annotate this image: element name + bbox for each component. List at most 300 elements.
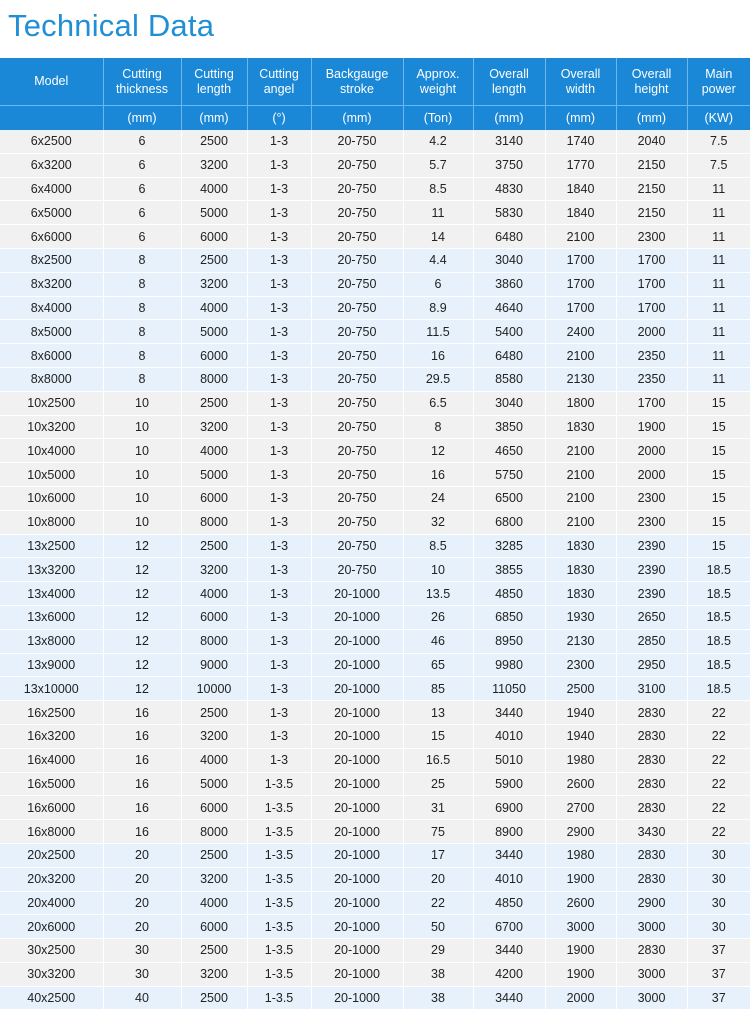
table-row <box>0 867 750 891</box>
table-cell: 10000 <box>181 677 247 701</box>
table-cell: 3285 <box>473 534 545 558</box>
technical-data-table <box>0 58 750 1010</box>
table-cell: 1-3 <box>247 415 311 439</box>
table-cell: 2000 <box>616 320 687 344</box>
table-cell: 3430 <box>616 820 687 844</box>
table-cell: 20-1000 <box>311 820 403 844</box>
table-cell: 10 <box>103 439 181 463</box>
table-cell: 3000 <box>545 915 616 939</box>
table-cell: 20-1000 <box>311 915 403 939</box>
table-cell: 11 <box>687 177 750 201</box>
table-cell: 4650 <box>473 439 545 463</box>
table-cell: 20 <box>403 867 473 891</box>
table-cell: 20-750 <box>311 439 403 463</box>
table-cell: 13 <box>403 701 473 725</box>
table-cell: 8580 <box>473 367 545 391</box>
model-cell: 16x6000 <box>0 796 103 820</box>
table-cell: 30 <box>103 962 181 986</box>
table-cell: 15 <box>687 415 750 439</box>
table-cell: 5010 <box>473 748 545 772</box>
table-cell: 1840 <box>545 201 616 225</box>
table-cell: 6000 <box>181 486 247 510</box>
table-cell: 20-750 <box>311 391 403 415</box>
table-cell: 6 <box>403 272 473 296</box>
table-cell: 20-750 <box>311 248 403 272</box>
table-cell: 16 <box>403 344 473 368</box>
table-cell: 12 <box>103 558 181 582</box>
table-cell: 20-750 <box>311 272 403 296</box>
table-cell: 6480 <box>473 344 545 368</box>
table-cell: 20-1000 <box>311 772 403 796</box>
model-cell: 10x6000 <box>0 486 103 510</box>
header-cell: Cutting length <box>181 58 247 106</box>
table-cell: 22 <box>687 748 750 772</box>
table-cell: 20-750 <box>311 130 403 153</box>
table-cell: 6500 <box>473 486 545 510</box>
table-cell: 22 <box>687 796 750 820</box>
table-cell: 1-3 <box>247 344 311 368</box>
table-row <box>0 582 750 606</box>
table-cell: 18.5 <box>687 629 750 653</box>
table-cell: 1-3 <box>247 439 311 463</box>
table-cell: 3140 <box>473 130 545 153</box>
table-cell: 11050 <box>473 677 545 701</box>
table-cell: 20 <box>103 915 181 939</box>
table-cell: 2100 <box>545 225 616 249</box>
table-cell: 2900 <box>616 891 687 915</box>
table-cell: 18.5 <box>687 582 750 606</box>
table-cell: 2300 <box>545 653 616 677</box>
model-cell: 16x4000 <box>0 748 103 772</box>
model-cell: 10x5000 <box>0 463 103 487</box>
table-cell: 2100 <box>545 486 616 510</box>
table-cell: 20-1000 <box>311 653 403 677</box>
table-cell: 1-3 <box>247 510 311 534</box>
table-cell: 1900 <box>545 867 616 891</box>
table-cell: 32 <box>403 510 473 534</box>
table-cell: 1-3 <box>247 463 311 487</box>
table-cell: 15 <box>687 463 750 487</box>
table-row <box>0 772 750 796</box>
table-cell: 17 <box>403 843 473 867</box>
unit-cell: (mm) <box>473 106 545 131</box>
table-cell: 2700 <box>545 796 616 820</box>
table-cell: 3200 <box>181 724 247 748</box>
table-cell: 4000 <box>181 748 247 772</box>
table-cell: 11 <box>687 201 750 225</box>
header-cell: Cutting thickness <box>103 58 181 106</box>
table-cell: 26 <box>403 605 473 629</box>
table-cell: 20-1000 <box>311 891 403 915</box>
table-row <box>0 439 750 463</box>
table-cell: 3200 <box>181 867 247 891</box>
table-cell: 3100 <box>616 677 687 701</box>
table-cell: 2100 <box>545 439 616 463</box>
table-row <box>0 248 750 272</box>
table-cell: 18.5 <box>687 677 750 701</box>
table-cell: 12 <box>403 439 473 463</box>
table-cell: 20-1000 <box>311 582 403 606</box>
table-cell: 38 <box>403 962 473 986</box>
unit-cell: (Ton) <box>403 106 473 131</box>
table-cell: 11 <box>687 344 750 368</box>
table-cell: 2500 <box>181 534 247 558</box>
table-cell: 30 <box>687 843 750 867</box>
table-cell: 20-1000 <box>311 867 403 891</box>
table-cell: 1830 <box>545 534 616 558</box>
model-cell: 20x3200 <box>0 867 103 891</box>
table-row <box>0 677 750 701</box>
table-cell: 2040 <box>616 130 687 153</box>
table-cell: 2000 <box>616 463 687 487</box>
table-cell: 30 <box>687 915 750 939</box>
table-cell: 29 <box>403 939 473 963</box>
table-cell: 20-1000 <box>311 677 403 701</box>
table-cell: 20-1000 <box>311 724 403 748</box>
table-cell: 1-3 <box>247 629 311 653</box>
table-cell: 20 <box>103 843 181 867</box>
model-cell: 13x9000 <box>0 653 103 677</box>
table-cell: 30 <box>687 891 750 915</box>
table-cell: 1940 <box>545 701 616 725</box>
table-cell: 20-1000 <box>311 796 403 820</box>
table-cell: 13.5 <box>403 582 473 606</box>
table-cell: 11 <box>687 367 750 391</box>
table-cell: 3860 <box>473 272 545 296</box>
header-cell: Overall height <box>616 58 687 106</box>
table-cell: 20-750 <box>311 177 403 201</box>
table-cell: 20-750 <box>311 510 403 534</box>
table-cell: 16 <box>103 772 181 796</box>
table-row <box>0 463 750 487</box>
model-cell: 6x4000 <box>0 177 103 201</box>
table-row <box>0 320 750 344</box>
table-cell: 12 <box>103 582 181 606</box>
table-row <box>0 510 750 534</box>
header-cell: Main power <box>687 58 750 106</box>
model-cell: 10x4000 <box>0 439 103 463</box>
table-cell: 4010 <box>473 867 545 891</box>
model-cell: 8x5000 <box>0 320 103 344</box>
table-cell: 11 <box>687 296 750 320</box>
table-cell: 8000 <box>181 367 247 391</box>
model-cell: 8x3200 <box>0 272 103 296</box>
table-cell: 20-1000 <box>311 701 403 725</box>
table-cell: 5000 <box>181 463 247 487</box>
table-cell: 10 <box>103 415 181 439</box>
table-cell: 2830 <box>616 867 687 891</box>
table-cell: 20-1000 <box>311 605 403 629</box>
table-cell: 1700 <box>616 391 687 415</box>
table-cell: 2650 <box>616 605 687 629</box>
table-cell: 31 <box>403 796 473 820</box>
table-cell: 1740 <box>545 130 616 153</box>
table-cell: 2150 <box>616 177 687 201</box>
table-cell: 12 <box>103 677 181 701</box>
table-row <box>0 153 750 177</box>
table-cell: 2830 <box>616 843 687 867</box>
table-cell: 2000 <box>545 986 616 1010</box>
table-cell: 20 <box>103 867 181 891</box>
table-cell: 1-3 <box>247 153 311 177</box>
table-cell: 2500 <box>181 130 247 153</box>
table-cell: 8 <box>103 320 181 344</box>
table-cell: 3855 <box>473 558 545 582</box>
model-cell: 16x8000 <box>0 820 103 844</box>
table-cell: 1-3 <box>247 225 311 249</box>
table-cell: 11 <box>403 201 473 225</box>
table-cell: 1-3 <box>247 724 311 748</box>
model-cell: 13x2500 <box>0 534 103 558</box>
table-row <box>0 915 750 939</box>
table-cell: 6 <box>103 225 181 249</box>
table-cell: 8.9 <box>403 296 473 320</box>
table-cell: 2500 <box>181 986 247 1010</box>
table-cell: 11 <box>687 248 750 272</box>
table-cell: 1930 <box>545 605 616 629</box>
table-cell: 1900 <box>545 962 616 986</box>
table-cell: 1-3.5 <box>247 867 311 891</box>
table-cell: 1700 <box>616 272 687 296</box>
model-cell: 13x4000 <box>0 582 103 606</box>
table-cell: 1980 <box>545 843 616 867</box>
table-cell: 3440 <box>473 701 545 725</box>
table-cell: 2830 <box>616 796 687 820</box>
table-cell: 11.5 <box>403 320 473 344</box>
table-cell: 22 <box>687 724 750 748</box>
table-cell: 15 <box>403 724 473 748</box>
table-cell: 2500 <box>181 391 247 415</box>
table-cell: 1-3.5 <box>247 891 311 915</box>
table-cell: 1980 <box>545 748 616 772</box>
table-cell: 75 <box>403 820 473 844</box>
table-cell: 3200 <box>181 415 247 439</box>
table-cell: 2300 <box>616 225 687 249</box>
model-cell: 16x2500 <box>0 701 103 725</box>
table-cell: 5900 <box>473 772 545 796</box>
table-cell: 2390 <box>616 534 687 558</box>
model-cell: 13x3200 <box>0 558 103 582</box>
table-cell: 15 <box>687 486 750 510</box>
table-cell: 6000 <box>181 915 247 939</box>
table-cell: 1700 <box>545 272 616 296</box>
table-cell: 5750 <box>473 463 545 487</box>
table-cell: 12 <box>103 605 181 629</box>
table-cell: 2390 <box>616 582 687 606</box>
table-cell: 2130 <box>545 629 616 653</box>
table-row <box>0 272 750 296</box>
table-cell: 1940 <box>545 724 616 748</box>
table-cell: 2600 <box>545 891 616 915</box>
table-cell: 24 <box>403 486 473 510</box>
table-cell: 20-1000 <box>311 962 403 986</box>
table-cell: 1830 <box>545 582 616 606</box>
table-cell: 4010 <box>473 724 545 748</box>
table-cell: 20-1000 <box>311 748 403 772</box>
table-cell: 65 <box>403 653 473 677</box>
table-cell: 30 <box>103 939 181 963</box>
model-cell: 6x5000 <box>0 201 103 225</box>
table-cell: 1700 <box>616 296 687 320</box>
table-cell: 2100 <box>545 510 616 534</box>
table-cell: 20-1000 <box>311 629 403 653</box>
table-row <box>0 629 750 653</box>
table-row <box>0 891 750 915</box>
table-cell: 18.5 <box>687 558 750 582</box>
table-cell: 16 <box>103 796 181 820</box>
table-cell: 16.5 <box>403 748 473 772</box>
table-cell: 5830 <box>473 201 545 225</box>
table-cell: 8950 <box>473 629 545 653</box>
table-cell: 20-750 <box>311 558 403 582</box>
table-cell: 2500 <box>181 843 247 867</box>
table-row <box>0 605 750 629</box>
table-cell: 2400 <box>545 320 616 344</box>
table-cell: 15 <box>687 534 750 558</box>
table-cell: 4000 <box>181 891 247 915</box>
table-row <box>0 701 750 725</box>
table-cell: 9000 <box>181 653 247 677</box>
table-cell: 6 <box>103 153 181 177</box>
table-cell: 2150 <box>616 201 687 225</box>
table-cell: 46 <box>403 629 473 653</box>
table-cell: 8000 <box>181 629 247 653</box>
table-cell: 4.2 <box>403 130 473 153</box>
table-row <box>0 296 750 320</box>
table-row <box>0 486 750 510</box>
table-cell: 3000 <box>616 986 687 1010</box>
table-cell: 5000 <box>181 320 247 344</box>
table-cell: 1-3 <box>247 248 311 272</box>
table-row <box>0 558 750 582</box>
table-cell: 10 <box>103 391 181 415</box>
table-cell: 20-750 <box>311 296 403 320</box>
table-cell: 1770 <box>545 153 616 177</box>
table-cell: 20-750 <box>311 201 403 225</box>
table-cell: 20-750 <box>311 344 403 368</box>
table-cell: 5000 <box>181 772 247 796</box>
table-cell: 15 <box>687 391 750 415</box>
model-cell: 13x8000 <box>0 629 103 653</box>
table-cell: 4850 <box>473 582 545 606</box>
header-row <box>0 58 750 106</box>
model-cell: 6x3200 <box>0 153 103 177</box>
table-row <box>0 225 750 249</box>
table-cell: 1-3 <box>247 130 311 153</box>
table-cell: 3850 <box>473 415 545 439</box>
table-cell: 2500 <box>181 939 247 963</box>
table-cell: 1900 <box>545 939 616 963</box>
model-cell: 30x3200 <box>0 962 103 986</box>
table-cell: 1-3.5 <box>247 843 311 867</box>
table-row <box>0 415 750 439</box>
table-cell: 2500 <box>545 677 616 701</box>
table-row <box>0 391 750 415</box>
table-cell: 2830 <box>616 748 687 772</box>
table-cell: 2830 <box>616 772 687 796</box>
table-cell: 1-3 <box>247 296 311 320</box>
table-cell: 1-3.5 <box>247 962 311 986</box>
table-cell: 8 <box>103 248 181 272</box>
table-cell: 30 <box>687 867 750 891</box>
model-cell: 8x4000 <box>0 296 103 320</box>
header-cell: Cutting angel <box>247 58 311 106</box>
table-cell: 22 <box>687 772 750 796</box>
header-cell: Backgauge stroke <box>311 58 403 106</box>
table-cell: 8 <box>403 415 473 439</box>
table-cell: 8000 <box>181 510 247 534</box>
table-cell: 20-1000 <box>311 939 403 963</box>
table-cell: 38 <box>403 986 473 1010</box>
table-cell: 1-3 <box>247 272 311 296</box>
table-cell: 1-3 <box>247 201 311 225</box>
table-row <box>0 534 750 558</box>
table-cell: 4640 <box>473 296 545 320</box>
table-cell: 2600 <box>545 772 616 796</box>
table-cell: 20-1000 <box>311 843 403 867</box>
table-cell: 2830 <box>616 724 687 748</box>
table-cell: 1-3.5 <box>247 986 311 1010</box>
table-cell: 1-3 <box>247 486 311 510</box>
table-row <box>0 724 750 748</box>
table-cell: 37 <box>687 986 750 1010</box>
table-cell: 15 <box>687 439 750 463</box>
table-cell: 50 <box>403 915 473 939</box>
table-cell: 14 <box>403 225 473 249</box>
table-cell: 2830 <box>616 701 687 725</box>
unit-cell <box>0 106 103 131</box>
table-cell: 1-3 <box>247 677 311 701</box>
table-cell: 20-750 <box>311 367 403 391</box>
table-cell: 6700 <box>473 915 545 939</box>
table-cell: 1830 <box>545 415 616 439</box>
table-cell: 8 <box>103 344 181 368</box>
table-cell: 2500 <box>181 701 247 725</box>
model-cell: 8x8000 <box>0 367 103 391</box>
table-cell: 37 <box>687 962 750 986</box>
header-cell: Approx. weight <box>403 58 473 106</box>
table-cell: 3440 <box>473 843 545 867</box>
unit-cell: (mm) <box>616 106 687 131</box>
table-cell: 3200 <box>181 962 247 986</box>
table-cell: 6900 <box>473 796 545 820</box>
table-row <box>0 939 750 963</box>
model-cell: 30x2500 <box>0 939 103 963</box>
model-cell: 10x8000 <box>0 510 103 534</box>
table-row <box>0 344 750 368</box>
table-row <box>0 177 750 201</box>
table-cell: 12 <box>103 629 181 653</box>
header-cell: Model <box>0 58 103 106</box>
table-cell: 1-3.5 <box>247 772 311 796</box>
table-cell: 6 <box>103 130 181 153</box>
table-cell: 1-3.5 <box>247 820 311 844</box>
table-cell: 8.5 <box>403 177 473 201</box>
table-cell: 3000 <box>616 962 687 986</box>
table-cell: 10 <box>103 463 181 487</box>
model-cell: 8x2500 <box>0 248 103 272</box>
table-row <box>0 748 750 772</box>
table-row <box>0 796 750 820</box>
table-cell: 20-750 <box>311 225 403 249</box>
table-cell: 6.5 <box>403 391 473 415</box>
model-cell: 6x6000 <box>0 225 103 249</box>
table-cell: 2100 <box>545 344 616 368</box>
table-cell: 1-3 <box>247 367 311 391</box>
table-row <box>0 986 750 1010</box>
table-cell: 1-3.5 <box>247 915 311 939</box>
table-cell: 5400 <box>473 320 545 344</box>
